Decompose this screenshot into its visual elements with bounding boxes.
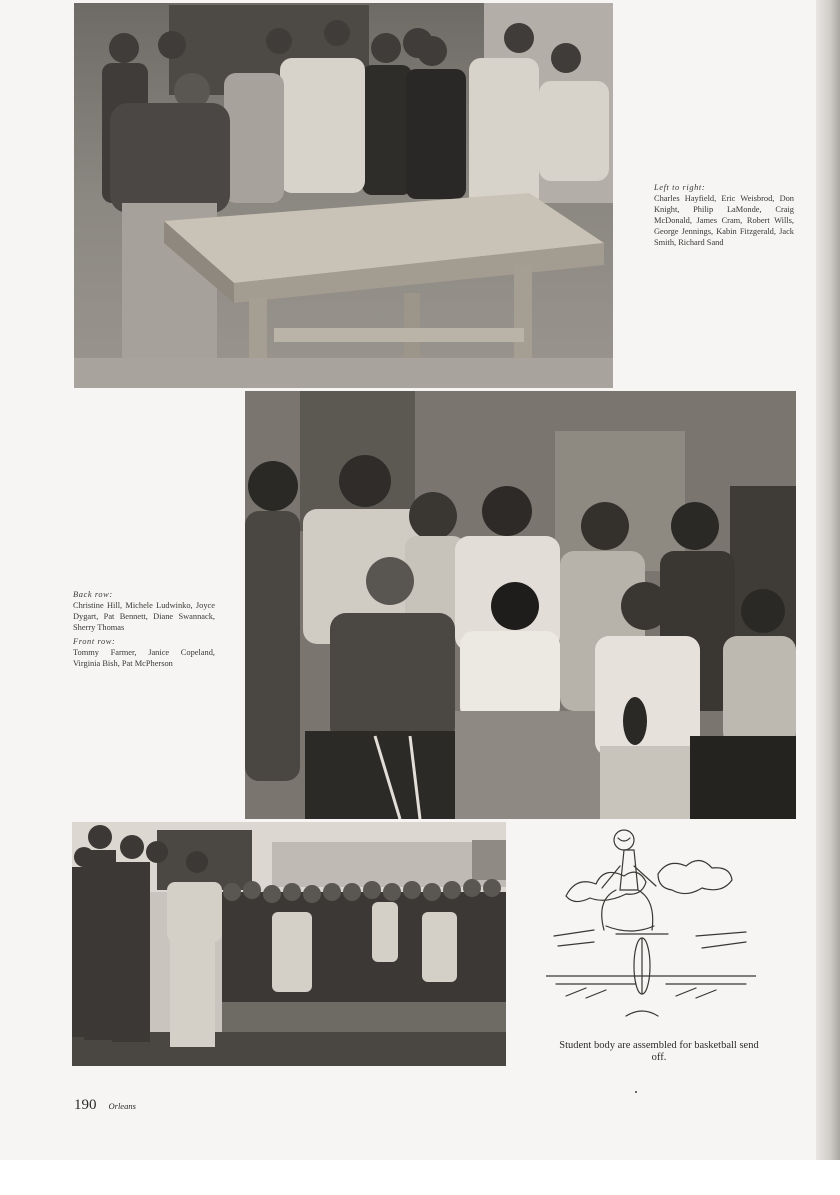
student-body-caption: Student body are assembled for basketball send off. [559, 1040, 759, 1063]
woodshop-caption-heading: Left to right: [654, 183, 706, 192]
page-binding-edge [816, 0, 840, 1160]
scan-margin [0, 1160, 840, 1195]
woodshop-class-photo [74, 3, 613, 388]
print-speck [635, 1091, 637, 1093]
student-crowd-photo [72, 822, 506, 1066]
book-title: Orleans [108, 1101, 136, 1111]
page-number: 190 [74, 1097, 97, 1113]
page-footer [74, 1096, 136, 1114]
woodshop-caption-names: Charles Hayfield, Eric Weisbrod, Don Knight, Philip LaMonde, Craig McDonald, James Cram, Robert Wills, George Jennings, Kabin Fitzgerald, Jack Smith, Richard Sand [654, 194, 794, 247]
cyclist-sketch [546, 826, 756, 1026]
band-group-photo [245, 391, 796, 819]
band-caption [73, 589, 215, 669]
back-row-names: Christine Hill, Michele Ludwinko, Joyce Dygart, Pat Bennett, Diane Swannack, Sherry Thomas [73, 601, 215, 632]
front-row-names: Tommy Farmer, Janice Copeland, Virginia Bish, Pat McPherson [73, 648, 215, 668]
back-row-heading: Back row: [73, 590, 113, 599]
front-row-heading: Front row: [73, 637, 116, 646]
woodshop-caption [654, 182, 794, 248]
